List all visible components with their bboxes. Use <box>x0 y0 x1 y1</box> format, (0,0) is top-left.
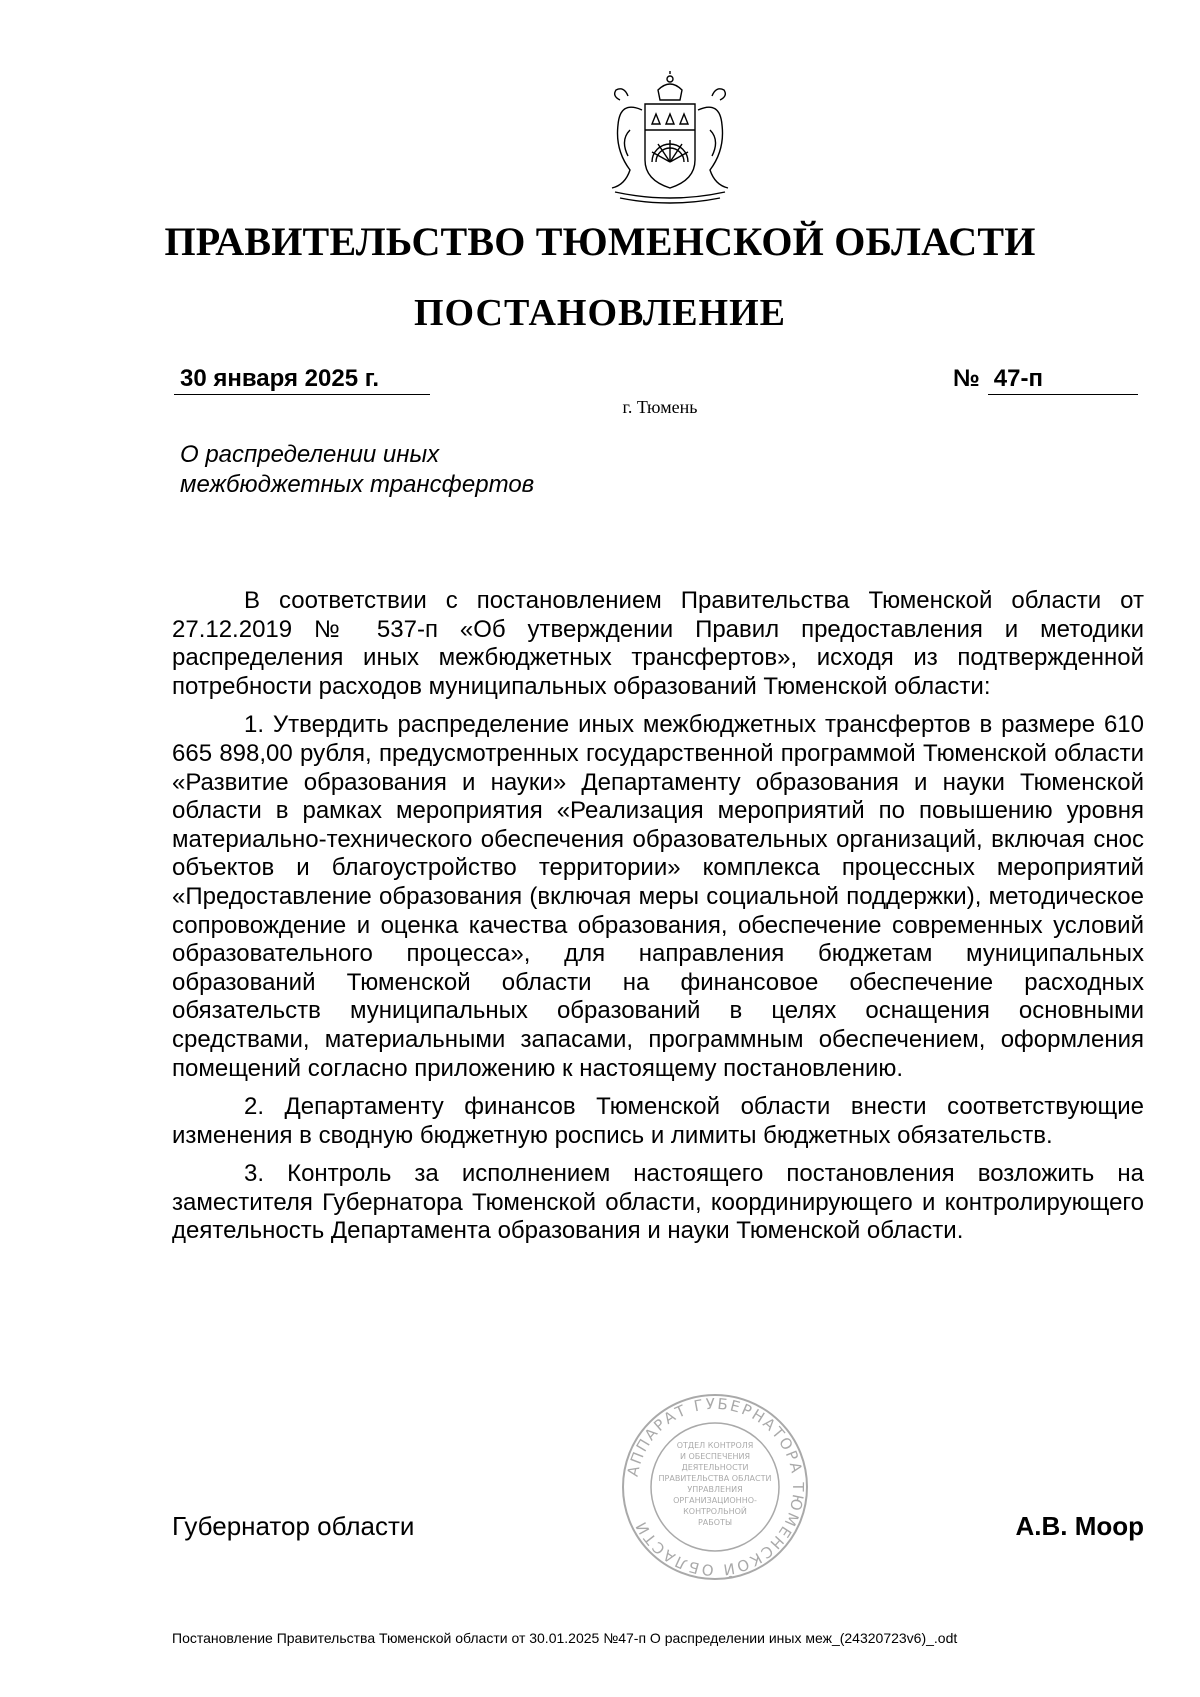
stamp-line: ОРГАНИЗАЦИОННО- <box>673 1496 757 1505</box>
item-3-paragraph: 3. Контроль за исполнением настоящего постановления возложить на заместителя Губернатора Тюменской области, координирующего и контролирующего деятельность Департамента образования и науки Тюменской области. <box>172 1160 1144 1245</box>
official-seal-icon <box>620 1392 810 1582</box>
item-1-paragraph: 1. Утвердить распределение иных межбюджетных трансфертов в размере 610 665 898,00 рубля, предусмотренных государственной программой Тюменской области «Развитие образования и науки» Департаменту образования и науки Тюменской области в рамках мероприятия «Реализация мероприятий по повышению уровня материально-технического обеспечения образовательных организаций, включая снос объектов и благоустройство территории» комплекса процессных мероприятий «Предоставление образования (включая меры социальной поддержки), методическое сопровождение и оценка качества образования, обеспечение современных условий образовательного процесса», для направления бюджетам муниципальных образований Тюменской области на финансовое обеспечение расходных обязательств муниципальных образований в целях оснащения основными средствами, материальными запасами, программным обеспечением, оформления помещений согласно приложению к настоящему постановлению. <box>172 711 1144 1082</box>
coat-of-arms-icon <box>590 70 750 210</box>
stamp-line: РАБОТЫ <box>697 1518 733 1527</box>
number-value: 47-п <box>988 364 1138 395</box>
document-subject <box>180 440 680 500</box>
signer-title: Губернатор области <box>172 1511 415 1541</box>
document-type: ПОСТАНОВЛЕНИЕ <box>413 292 787 334</box>
stamp-line: ОТДЕЛ КОНТРОЛЯ <box>676 1441 754 1450</box>
stamp-line: ПРАВИТЕЛЬСТВА ОБЛАСТИ <box>658 1474 772 1483</box>
stamp-line: ДЕЯТЕЛЬНОСТИ <box>681 1463 749 1472</box>
document-number <box>953 364 1138 395</box>
subject-line-1: О распределении иных <box>180 441 440 468</box>
document-body <box>172 587 1144 1256</box>
stamp-line: КОНТРОЛЬНОЙ <box>683 1507 747 1516</box>
subject-line-2: межбюджетных трансфертов <box>180 471 535 498</box>
item-2-paragraph: 2. Департаменту финансов Тюменской области внести соответствующие изменения в сводную бюджетную роспись и лимиты бюджетных обязательств. <box>172 1093 1144 1149</box>
number-sign: № <box>953 365 980 392</box>
city-label: г. Тюмень <box>622 397 698 417</box>
signer-name: А.В. Моор <box>1015 1511 1144 1541</box>
stamp-outer-text: АППАРАТ ГУБЕРНАТОРА ТЮМЕНСКОЙ ОБЛАСТИ <box>623 1394 808 1580</box>
stamp-line: И ОБЕСПЕЧЕНИЯ <box>679 1452 751 1461</box>
preamble-paragraph: В соответствии с постановлением Правительства Тюменской области от 27.12.2019 № 537-п «Об утверждении Правил предоставления и методики распределения иных межбюджетных трансфертов», исходя из подтвержденной потребности расходов муниципальных образований Тюменской области: <box>172 587 1144 700</box>
document-date: 30 января 2025 г. <box>174 364 430 395</box>
footer-filename: Постановление Правительства Тюменской области от 30.01.2025 №47-п О распределении иных меж_(24320723v6)_.odt <box>172 1630 958 1646</box>
government-title: ПРАВИТЕЛЬСТВО ТЮМЕНСКОЙ ОБЛАСТИ <box>164 219 1036 264</box>
stamp-line: УПРАВЛЕНИЯ <box>687 1485 743 1494</box>
